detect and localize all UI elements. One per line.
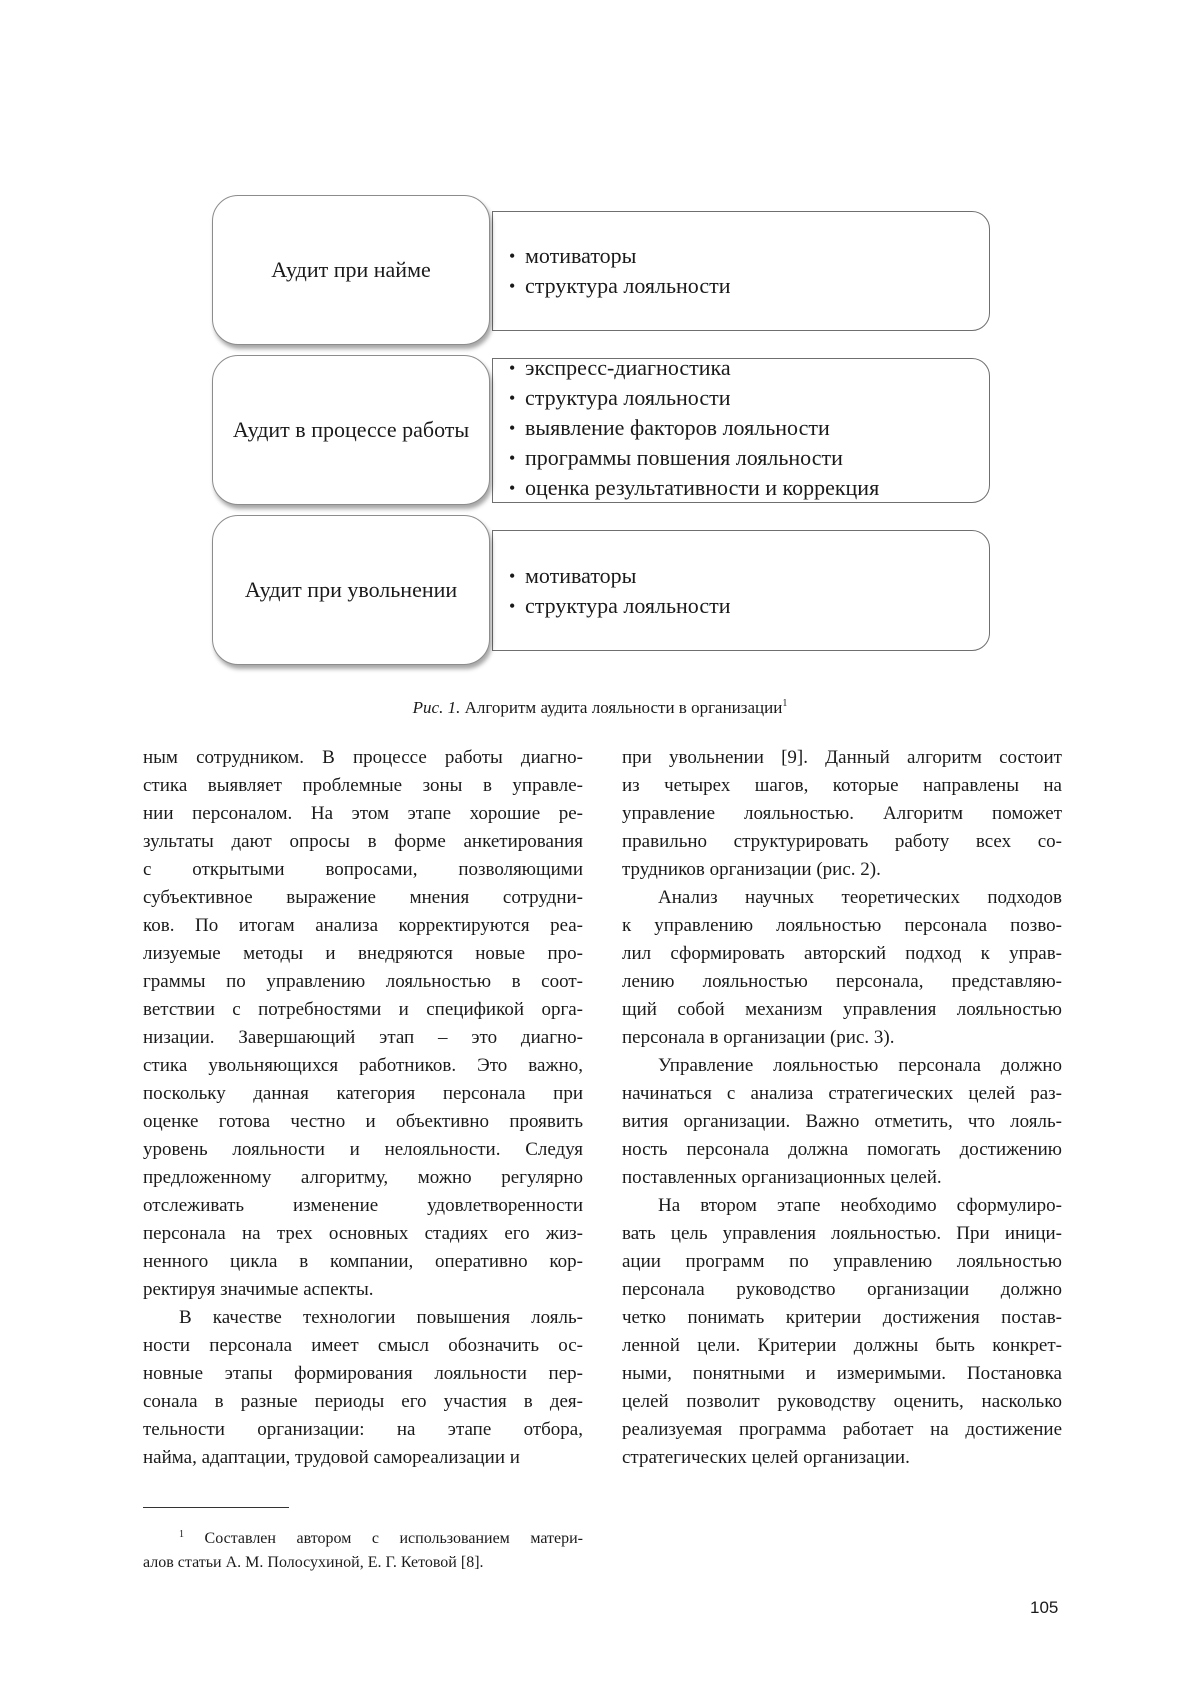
figure-caption xyxy=(0,698,1200,718)
footnote-mark: 1 xyxy=(179,1529,184,1540)
figure-label: Рис. 1. xyxy=(412,698,461,717)
text-line: целей позволит руководству оценить, насколько xyxy=(622,1391,1062,1412)
footnote-ref: 1 xyxy=(782,698,788,709)
text-line: с открытыми вопросами, позволяющими xyxy=(143,859,583,880)
text-line: лил сформировать авторский подход к управ- xyxy=(622,943,1062,964)
text-line: В качестве технологии повышения лояль- xyxy=(179,1307,583,1328)
text-line: четко понимать критерии достижения постав- xyxy=(622,1307,1062,1328)
text-line: На втором этапе необходимо сформулиро- xyxy=(658,1195,1062,1216)
footnote-line xyxy=(143,1523,583,1551)
text-line: поскольку данная категория персонала при xyxy=(143,1083,583,1104)
stage-item: • структура лояльности xyxy=(525,591,731,621)
text-line: правильно структурировать работу всех со- xyxy=(622,831,1062,852)
text-line: лению лояльностью персонала, представляю- xyxy=(622,971,1062,992)
footnote-text: Составлен автором с использованием матери- xyxy=(184,1530,583,1547)
text-line: предложенному алгоритму, можно регулярно xyxy=(143,1167,583,1188)
page-number: 105 xyxy=(1030,1598,1059,1617)
stage-title: Аудит при увольнении xyxy=(244,577,458,602)
stage-item: • экспресс-диагностика xyxy=(525,353,879,383)
text-line: отслеживать изменение удовлетворенности xyxy=(143,1195,583,1216)
text-line: щий собой механизм управления лояльностью xyxy=(622,999,1062,1020)
text-line: к управлению лояльностью персонала позво- xyxy=(622,915,1062,936)
text-line: тельности организации: на этапе отбора, xyxy=(143,1419,583,1440)
stage-hiring-box xyxy=(212,195,490,345)
text-line: ным сотрудником. В процессе работы диагно- xyxy=(143,747,583,768)
text-line: стика выявляет проблемные зоны в управле- xyxy=(143,775,583,796)
text-line: низации. Завершающий этап – это диагно- xyxy=(143,1027,583,1048)
text-line: ными, понятными и измеримыми. Постановка xyxy=(622,1363,1062,1384)
text-line: нии персоналом. На этом этапе хорошие ре- xyxy=(143,803,583,824)
text-line: реализуемая программа работает на достижение xyxy=(622,1419,1062,1440)
text-line: лизуемые методы и внедряются новые про- xyxy=(143,943,583,964)
text-line: персонала в организации (рис. 3). xyxy=(622,1027,895,1048)
text-line: сонала в разные периоды его участия в дея- xyxy=(143,1391,583,1412)
text-line: персонала руководство организации должно xyxy=(622,1279,1062,1300)
body-column-left xyxy=(143,744,583,1472)
text-line: при увольнении [9]. Данный алгоритм состоит xyxy=(622,747,1062,768)
text-line: найма, адаптации, трудовой самореализации и xyxy=(143,1447,520,1468)
text-line: вать цель управления лояльностью. При иници- xyxy=(622,1223,1062,1244)
text-line: граммы по управлению лояльностью в соот- xyxy=(143,971,583,992)
text-line: оценке готова честно и объективно проявить xyxy=(143,1111,583,1132)
figure-caption-text: Алгоритм аудита лояльности в организации xyxy=(460,698,783,717)
text-line: из четырех шагов, которые направлены на xyxy=(622,775,1062,796)
stage-item: • мотиваторы xyxy=(525,241,731,271)
stage-work-box xyxy=(212,355,490,505)
stage-dismissal-box xyxy=(212,515,490,665)
text-line: ветствии с потребностями и спецификой орга- xyxy=(143,999,583,1020)
text-line: ленной цели. Критерии должны быть конкрет- xyxy=(622,1335,1062,1356)
stage-work-items xyxy=(492,355,990,503)
text-line: трудников организации (рис. 2). xyxy=(622,859,881,880)
text-line: управление лояльностью. Алгоритм поможет xyxy=(622,803,1062,824)
loyalty-audit-diagram xyxy=(0,0,1200,680)
stage-title: Аудит в процессе работы xyxy=(232,417,470,442)
text-line: субъективное выражение мнения сотрудни- xyxy=(143,887,583,908)
text-line: ректируя значимые аспекты. xyxy=(143,1279,374,1300)
text-line: ности персонала имеет смысл обозначить ос- xyxy=(143,1335,583,1356)
text-line: Анализ научных теоретических подходов xyxy=(658,887,1062,908)
stage-hiring-items xyxy=(492,211,990,331)
stage-item: • выявление факторов лояльности xyxy=(525,413,879,443)
text-line: стратегических целей организации. xyxy=(622,1447,910,1468)
stage-dismissal-items xyxy=(492,530,990,651)
text-line: Управление лояльностью персонала должно xyxy=(658,1055,1062,1076)
text-line: поставленных организационных целей. xyxy=(622,1167,942,1188)
footnote xyxy=(143,1523,583,1575)
text-line: зультаты дают опросы в форме анкетирования xyxy=(143,831,583,852)
footnote-divider xyxy=(143,1507,289,1508)
text-line: вития организации. Важно отметить, что лояль- xyxy=(622,1111,1062,1132)
text-line: ность персонала должна помогать достижению xyxy=(622,1139,1062,1160)
stage-item: • оценка результативности и коррекция xyxy=(525,473,879,503)
text-line: персонала на трех основных стадиях его жиз- xyxy=(143,1223,583,1244)
body-column-right xyxy=(622,744,1062,1472)
footnote-line: алов статьи А. М. Полосухиной, Е. Г. Кетовой [8]. xyxy=(143,1554,484,1571)
text-line: стика увольняющихся работников. Это важно, xyxy=(143,1055,583,1076)
stage-item: • структура лояльности xyxy=(525,383,879,413)
text-line: уровень лояльности и нелояльности. Следуя xyxy=(143,1139,583,1160)
stage-item: • программы повшения лояльности xyxy=(525,443,879,473)
text-line: новные этапы формирования лояльности пер- xyxy=(143,1363,583,1384)
stage-item: • структура лояльности xyxy=(525,271,731,301)
text-line: начинаться с анализа стратегических целей раз- xyxy=(622,1083,1062,1104)
text-line: ненного цикла в компании, оперативно кор- xyxy=(143,1251,583,1272)
text-line: ков. По итогам анализа корректируются реа- xyxy=(143,915,583,936)
text-line: ации программ по управлению лояльностью xyxy=(622,1251,1062,1272)
stage-title: Аудит при найме xyxy=(271,257,431,282)
stage-item: • мотиваторы xyxy=(525,561,731,591)
